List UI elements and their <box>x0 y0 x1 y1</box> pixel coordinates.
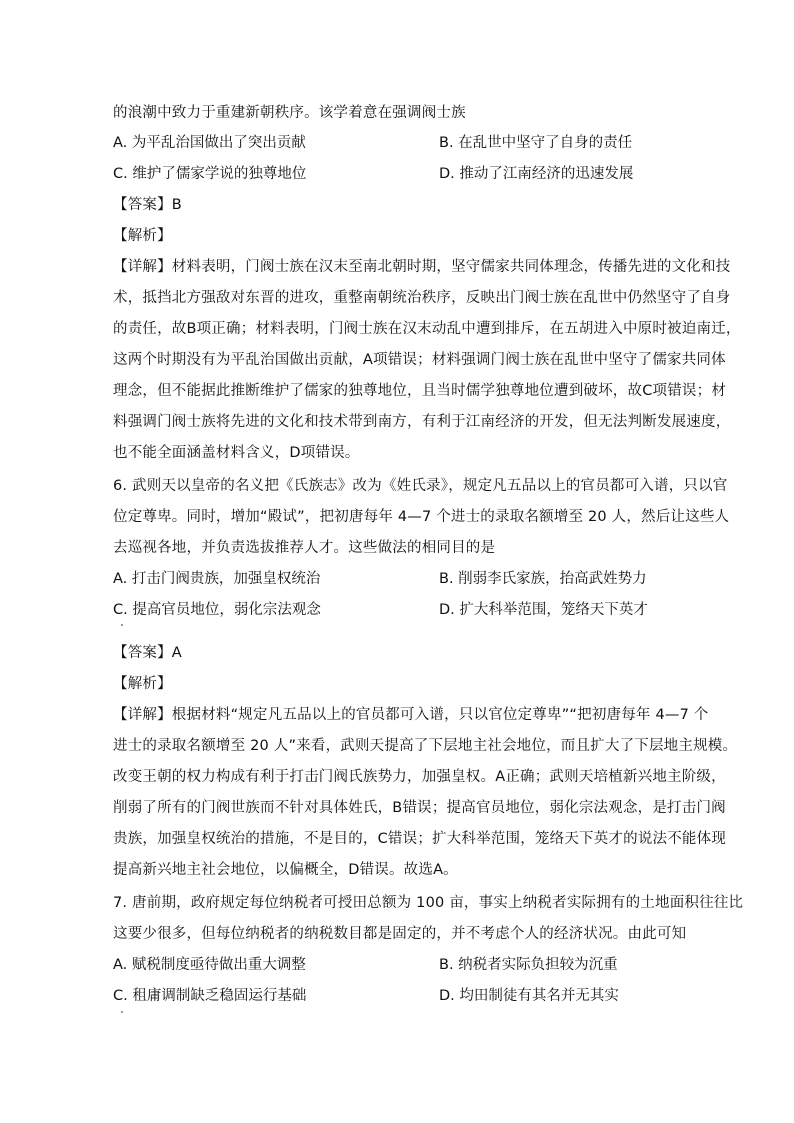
q7-option-b: B. 纳税者实际负担较为沉重 <box>439 957 618 973</box>
q6-option-d: D. 扩大科举范围，笼络天下英才 <box>439 602 648 618</box>
q6-detail-line: 贵族，加强皇权统治的措施，不是目的，C错误；扩大科举范围，笼络天下英才的说法不能体现 <box>113 831 727 847</box>
q6-option-a: A. 打击门阀贵族，加强皇权统治 <box>113 571 321 587</box>
q6-option-b: B. 削弱李氏家族，抬高武姓势力 <box>439 571 647 587</box>
q5-detail-line: 的责任，故B项正确；材料表明，门阀士族在汉末动乱中遭到排斥，在五胡进入中原时被迫南迁， <box>113 321 741 337</box>
q6-option-c: C. 提高官员地位，弱化宗法观念 <box>113 602 321 618</box>
q7-option-c: C. 租庸调制缺乏稳固运行基础 <box>113 988 307 1004</box>
q5-answer: 【答案】B <box>113 197 182 213</box>
q7-stem-line: 7. 唐前期，政府规定每位纳税者可授田总额为 100 亩，事实上纳税者实际拥有的土地面积往往比 <box>113 895 744 911</box>
q5-detail-line: 料强调门阀士族将先进的文化和技术带到南方，有利于江南经济的开发，但无法判断发展速度， <box>113 414 731 430</box>
q5-option-b: B. 在乱世中坚守了自身的责任 <box>439 135 633 151</box>
q6-stem-line: 6. 武则天以皇帝的名义把《氏族志》改为《姓氏录》，规定凡五品以上的官员都可入谱，只以官 <box>113 478 728 494</box>
q5-detail-line: 【详解】材料表明，门阀士族在汉末至南北朝时期，坚守儒家共同体理念，传播先进的文化和技 <box>113 259 731 275</box>
q6-answer: 【答案】A <box>113 645 182 661</box>
q7-option-a: A. 赋税制度亟待做出重大调整 <box>113 957 306 973</box>
q7-stem-line: 这要少很多，但每位纳税者的纳税数目都是固定的，并不考虑个人的经济状况。由此可知 <box>113 926 687 942</box>
stray-mark <box>121 624 123 626</box>
q5-detail-line: 这两个时期没有为平乱治国做出贡献，A项错误；材料强调门阀士族在乱世中坚守了儒家共同体 <box>113 352 726 368</box>
q5-option-a: A. 为平乱治国做出了突出贡献 <box>113 135 306 151</box>
q5-stem-tail: 的浪潮中致力于重建新朝秩序。该学着意在强调阀士族 <box>113 105 466 121</box>
q5-option-d: D. 推动了江南经济的迅速发展 <box>439 166 634 182</box>
q6-analysis-label: 【解析】 <box>113 676 172 692</box>
q5-detail-line: 理念，但不能据此推断维护了儒家的独尊地位，且当时儒学独尊地位遭到破坏，故C项错误；材 <box>113 383 727 399</box>
q6-detail-line: 削弱了所有的门阀世族而不针对具体姓氏，B错误；提高官员地位，弱化宗法观念，是打击门阀 <box>113 800 726 816</box>
q6-stem-line: 位定尊卑。同时，增加“殿试”，把初唐每年 4—7 个进士的录取名额增至 20 人，然后让这些人 <box>113 509 730 525</box>
q5-detail-line: 也不能全面涵盖材料含义，D项错误。 <box>113 445 360 461</box>
q5-detail-line: 术，抵挡北方强敌对东晋的进攻，重整南朝统治秩序，反映出门阀士族在乱世中仍然坚守了自身 <box>113 290 731 306</box>
q6-detail-line: 改变王朝的权力构成有利于打击门阀氏族势力，加强皇权。A正确；武则天培植新兴地主阶级， <box>113 769 726 785</box>
q6-detail-line: 进士的录取名额增至 20 人”来看，武则天提高了下层地主社会地位，而且扩大了下层地主规模。 <box>113 738 738 754</box>
q5-option-c: C. 维护了儒家学说的独尊地位 <box>113 166 307 182</box>
q6-detail-line: 提高新兴地主社会地位，以偏概全，D错误。故选A。 <box>113 862 458 878</box>
stray-mark <box>121 1011 123 1013</box>
q6-stem-line: 去巡视各地，并负责选拔推荐人才。这些做法的相同目的是 <box>113 540 496 556</box>
q6-detail-line: 【详解】根据材料“规定凡五品以上的官员都可入谱，只以官位定尊卑”“把初唐每年 4—7 个 <box>113 707 709 723</box>
q5-analysis-label: 【解析】 <box>113 228 172 244</box>
q7-option-d: D. 均田制徒有其名并无其实 <box>439 988 619 1004</box>
